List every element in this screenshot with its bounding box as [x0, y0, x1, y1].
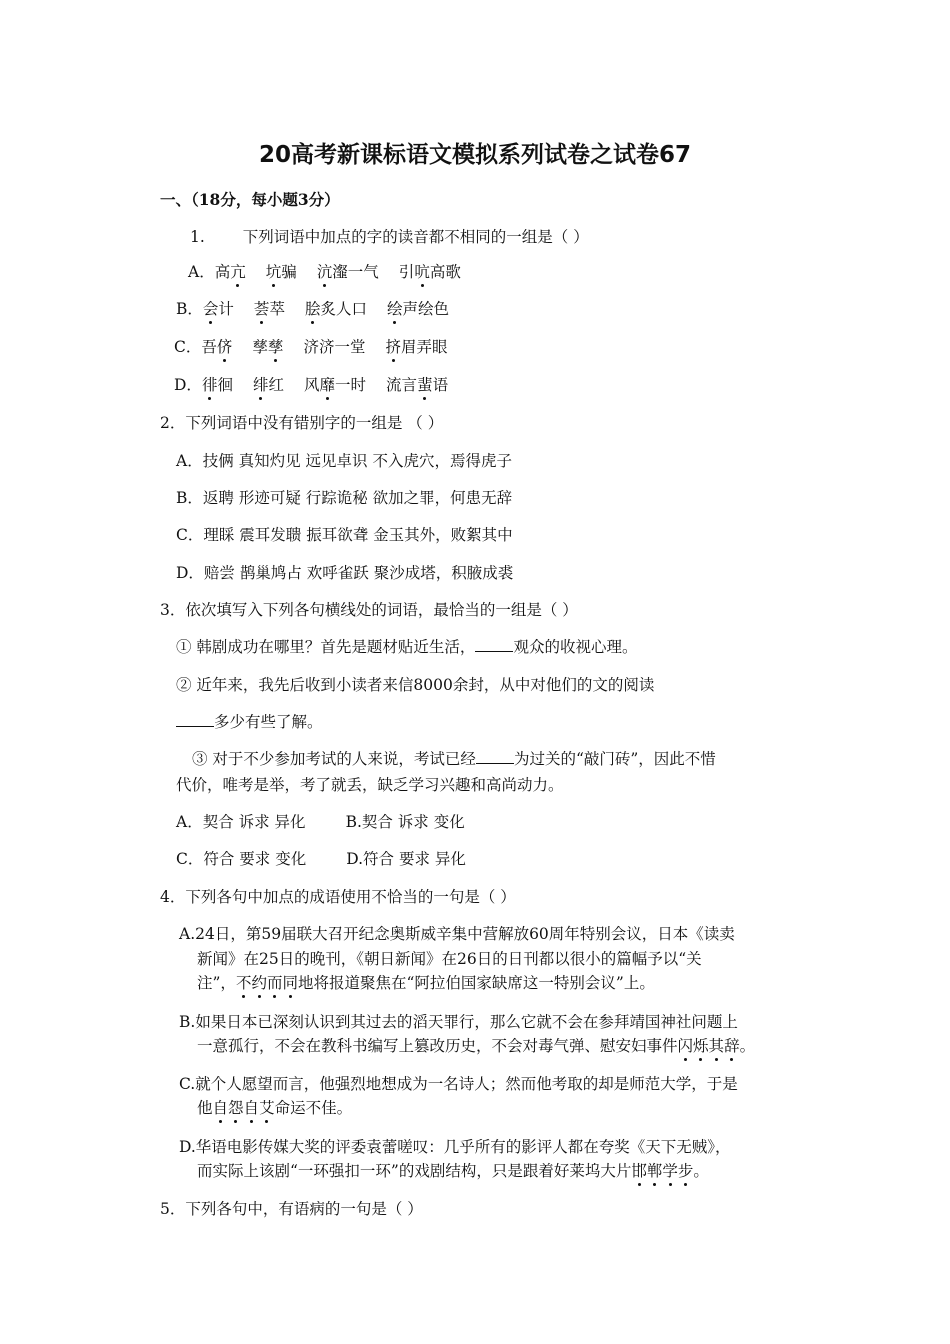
- word-group: 吾侪: [201, 338, 233, 356]
- q4-option-d-line2: 而实际上该剧“一环强扣一环”的戏剧结构，只是跟着好莱坞大片邯郸学步。: [197, 1162, 709, 1180]
- word-group: 坑骗: [265, 263, 297, 281]
- dotted-char: 闪: [677, 1037, 694, 1055]
- dotted-char: 步: [677, 1162, 694, 1180]
- q4-option-c-line2: 他自怨自艾命运不佳。: [197, 1099, 353, 1117]
- word-group: 济济一堂: [303, 338, 366, 356]
- page-title: 20高考新课标语文模拟系列试卷之试卷67: [258, 142, 691, 168]
- word-group: 绯红: [252, 376, 284, 394]
- q4-option-a-line2: 新闻》在25日的晚刊，《朝日新闻》在26日的日刊都以很小的篇幅予以“关: [197, 950, 702, 968]
- dotted-idiom: [631, 1162, 693, 1180]
- dotted-char: 艾: [259, 1099, 275, 1117]
- q3-options-cd: [176, 849, 466, 869]
- q4-option-d-line1: D.华语电影传媒大奖的评委袁蕾嗟叹：几乎所有的影评人都在夸奖《天下无贼》，: [179, 1138, 731, 1156]
- q3-option-c: C．符合 要求 变化: [176, 850, 307, 868]
- q1-option-b: B．会计 荟萃 脍炙人口 绘声绘色: [176, 300, 450, 318]
- word-group: 绘声绘色: [386, 300, 450, 318]
- dotted-char: 不: [235, 974, 252, 992]
- question-1-stem: [190, 227, 589, 247]
- word-group: 脍炙人口: [304, 300, 367, 318]
- q3-sentence-3-cont: 代价，唯考是举，考了就丢，缺乏学习兴趣和高尚动力。: [176, 776, 564, 794]
- q1-option-d: D．徘徊 绯红 风靡一时 流言蜚语: [174, 376, 449, 394]
- word-group: 荟萃: [253, 300, 285, 318]
- fill-blank: [176, 712, 214, 727]
- question-5-stem: 5．下列各句中，有语病的一句是（ ）: [160, 1200, 423, 1218]
- word-group: 徘徊: [201, 376, 233, 394]
- q4-option-b-line1: B.如果日本已深刻认识到其过去的滔天罪行，那么它就不会在参拜靖国神社问题上: [179, 1013, 738, 1031]
- dotted-char: 烁: [693, 1037, 709, 1055]
- fill-blank: [476, 749, 514, 764]
- dotted-char: 怨: [228, 1099, 244, 1117]
- dotted-char: 自: [243, 1099, 260, 1117]
- q3-option-b: B.契合 诉求 变化: [345, 813, 465, 831]
- question-3-stem: 3．依次填写入下列各句横线处的词语，最恰当的一组是（ ）: [160, 601, 578, 619]
- q4-option-a-line1: A.24日，第59届联大召开纪念奥斯威辛集中营解放60周年特别会议，日本《读卖: [179, 925, 735, 943]
- q4-option-a-line3: 注”，不约而同地将报道聚焦在“阿拉伯国家缺席这一特别会议”上。: [197, 974, 655, 992]
- question-number: 1.: [190, 228, 205, 246]
- q3-sentence-2: ② 近年来，我先后收到小读者来信8000余封，从中对他们的文的阅读: [176, 676, 655, 694]
- q2-option-c: C．理睬 震耳发聩 振耳欲聋 金玉其外，败絮其中: [176, 526, 513, 544]
- q2-option-b: B．返聘 形迹可疑 行踪诡秘 欲加之罪，何患无辞: [176, 489, 513, 507]
- dotted-char: 约: [251, 974, 267, 992]
- dotted-char: 邯: [631, 1162, 647, 1180]
- word-group: 流言蜚语: [386, 376, 449, 394]
- q3-option-d: D.符合 要求 异化: [346, 850, 466, 868]
- dotted-char: 自: [212, 1099, 229, 1117]
- q2-option-a: A．技俩 真知灼见 远见卓识 不入虎穴，焉得虎子: [176, 452, 512, 470]
- section-heading: 一、（18分，每小题3分）: [160, 190, 340, 209]
- dotted-char: 同: [282, 974, 298, 992]
- dotted-idiom: [678, 1037, 740, 1055]
- word-group: 挤眉弄眼: [385, 338, 448, 356]
- word-group: 风靡一时: [304, 376, 367, 394]
- dotted-char: 其: [708, 1037, 725, 1055]
- fill-blank: [475, 637, 513, 652]
- q3-sentence-2-cont: 多少有些了解。: [176, 712, 323, 732]
- word-group: 孳孳: [252, 338, 284, 356]
- question-4-stem: 4．下列各句中加点的成语使用不恰当的一句是（ ）: [160, 888, 516, 906]
- question-2-stem: 2．下列词语中没有错别字的一组是 （ ）: [160, 414, 444, 432]
- q3-sentence-3: ③ 对于不少参加考试的人来说，考试已经 为过关的“敲门砖”，因此不惜: [192, 750, 716, 768]
- q3-sentence-1: ① 韩剧成功在哪里？首先是题材贴近生活， 观众的收视心理。: [176, 638, 638, 656]
- q4-option-c-line1: C.就个人愿望而言，他强烈地想成为一名诗人；然而他考取的却是师范大学，于是: [179, 1075, 738, 1093]
- q3-options-ab: [176, 812, 465, 832]
- dotted-char: 学: [662, 1162, 678, 1180]
- question-text: 下列词语中加点的字的读音都不相同的一组是（ ）: [242, 228, 589, 246]
- word-group: 沆瀣一气: [316, 263, 379, 281]
- q4-option-b-line2: 一意孤行，不会在教科书编写上篡改历史，不会对毒气弹、慰安妇事件闪烁其辞。: [197, 1037, 756, 1055]
- q1-option-a: A．高亢 坑骗 沆瀣一气 引吭高歌: [188, 263, 461, 281]
- word-group: 高亢: [214, 263, 246, 281]
- dotted-char: 而: [266, 974, 283, 992]
- dotted-idiom: [236, 974, 298, 992]
- dotted-char: 辞: [724, 1037, 740, 1055]
- dotted-char: 郸: [646, 1162, 663, 1180]
- dotted-idiom: [213, 1099, 275, 1117]
- word-group: 会计: [202, 300, 234, 318]
- q2-option-d: D．赔尝 鹊巢鸠占 欢呼雀跃 聚沙成塔，积腋成裘: [176, 564, 514, 582]
- word-group: 引吭高歌: [398, 263, 461, 281]
- q1-option-c: C．吾侪 孳孳 济济一堂 挤眉弄眼: [174, 338, 448, 356]
- q3-option-a: A．契合 诉求 异化: [176, 813, 306, 831]
